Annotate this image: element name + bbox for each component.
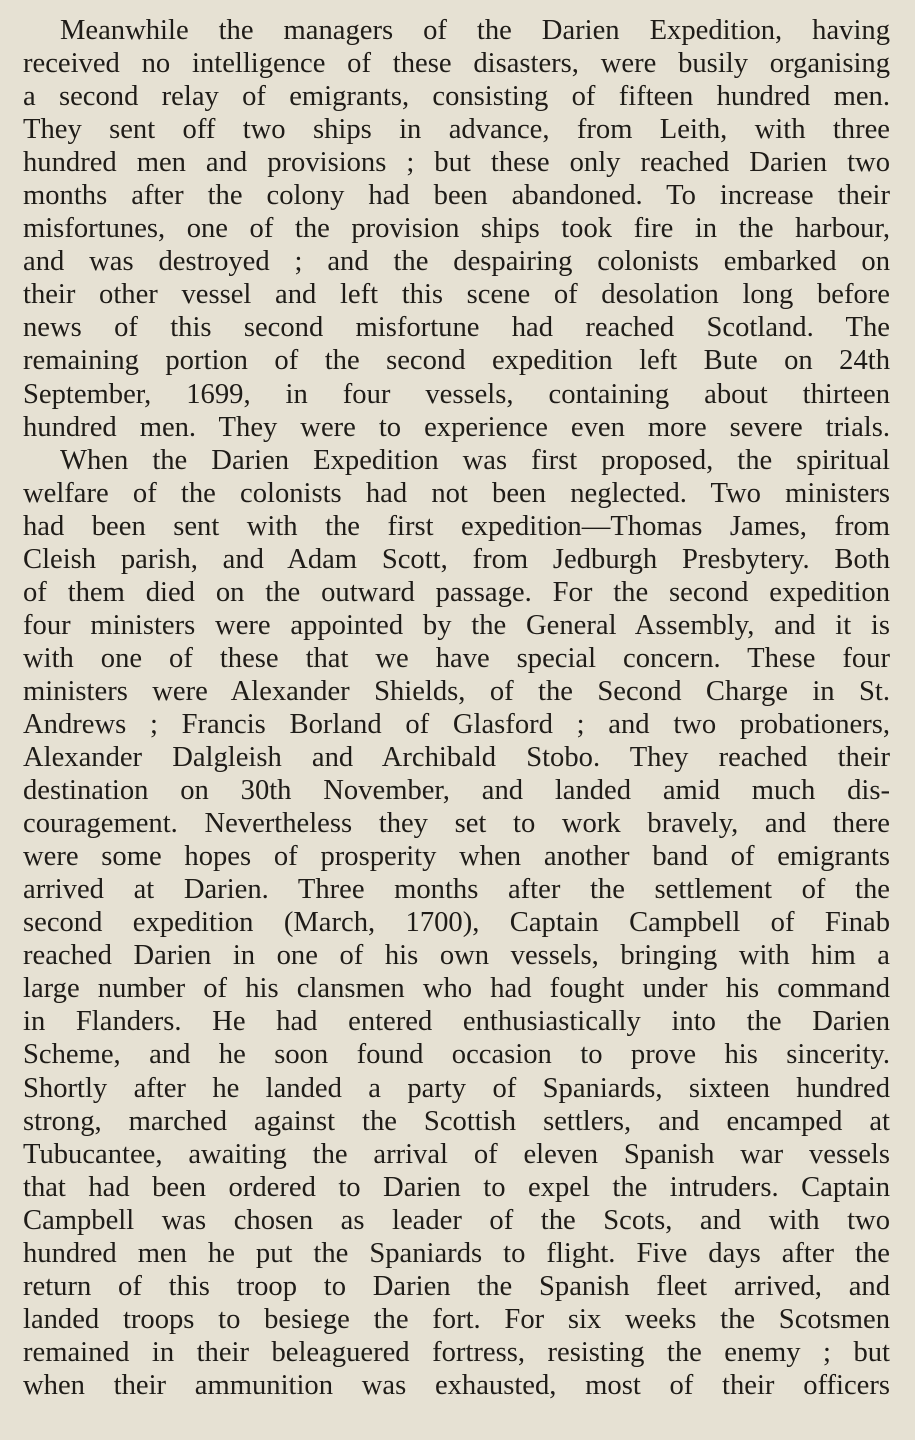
text-line: strong, marched against the Scottish settlers, and encamped at [23, 1105, 890, 1137]
text-line: September, 1699, in four vessels, containing about thirteen [23, 378, 890, 410]
text-line: landed troops to besiege the fort. For six weeks the Scotsmen [23, 1303, 890, 1335]
text-line: arrived at Darien. Three months after the settlement of the [23, 874, 890, 906]
text-line: in Flanders. He had entered enthusiastically into the Darien [23, 1006, 890, 1038]
body-text [23, 14, 890, 1402]
text-line: destination on 30th November, and landed amid much dis- [23, 775, 890, 807]
text-line: received no intelligence of these disasters, were busily organising [23, 48, 890, 80]
text-line: with one of these that we have special concern. These four [23, 642, 890, 674]
text-line: reached Darien in one of his own vessels, bringing with him a [23, 940, 890, 972]
paragraph-2 [23, 444, 890, 1402]
text-line: hundred men. They were to experience even more severe trials. [23, 411, 890, 443]
text-line: hundred men he put the Spaniards to flight. Five days after the [23, 1237, 890, 1269]
text-line: Cleish parish, and Adam Scott, from Jedburgh Presbytery. Both [23, 543, 890, 575]
text-line: had been sent with the first expedition—Thomas James, from [23, 510, 890, 542]
text-line: Alexander Dalgleish and Archibald Stobo. They reached their [23, 742, 890, 774]
text-line: remaining portion of the second expedition left Bute on 24th [23, 345, 890, 377]
text-line: their other vessel and left this scene of desolation long before [23, 279, 890, 311]
text-line: welfare of the colonists had not been neglected. Two ministers [23, 477, 890, 509]
text-line: Shortly after he landed a party of Spaniards, sixteen hundred [23, 1072, 890, 1104]
text-line: were some hopes of prosperity when another band of emigrants [23, 841, 890, 873]
text-line: when their ammunition was exhausted, most of their officers [23, 1369, 890, 1401]
text-line: a second relay of emigrants, consisting of fifteen hundred men. [23, 81, 890, 113]
text-line: couragement. Nevertheless they set to work bravely, and there [23, 808, 890, 840]
text-line: news of this second misfortune had reached Scotland. The [23, 312, 890, 344]
text-line: and was destroyed ; and the despairing colonists embarked on [23, 246, 890, 278]
text-line: second expedition (March, 1700), Captain Campbell of Finab [23, 907, 890, 939]
text-line: four ministers were appointed by the General Assembly, and it is [23, 609, 890, 641]
text-line: remained in their beleaguered fortress, resisting the enemy ; but [23, 1336, 890, 1368]
text-line: ministers were Alexander Shields, of the Second Charge in St. [23, 675, 890, 707]
text-line: Scheme, and he soon found occasion to prove his sincerity. [23, 1039, 890, 1071]
text-line: return of this troop to Darien the Spanish fleet arrived, and [23, 1270, 890, 1302]
text-line: large number of his clansmen who had fought under his command [23, 973, 890, 1005]
text-line: hundred men and provisions ; but these only reached Darien two [23, 147, 890, 179]
text-line: misfortunes, one of the provision ships took fire in the harbour, [23, 213, 890, 245]
text-line: of them died on the outward passage. For the second expedition [23, 576, 890, 608]
text-line: Campbell was chosen as leader of the Scots, and with two [23, 1204, 890, 1236]
text-line: Tubucantee, awaiting the arrival of eleven Spanish war vessels [23, 1138, 890, 1170]
text-line: When the Darien Expedition was first proposed, the spiritual [60, 444, 890, 476]
text-line: Andrews ; Francis Borland of Glasford ; and two probationers, [23, 708, 890, 740]
text-line: They sent off two ships in advance, from Leith, with three [23, 114, 890, 146]
text-line: Meanwhile the managers of the Darien Expedition, having [60, 15, 890, 46]
text-line: months after the colony had been abandoned. To increase their [23, 180, 890, 212]
text-line: that had been ordered to Darien to expel the intruders. Captain [23, 1171, 890, 1203]
paragraph-1 [23, 14, 890, 444]
